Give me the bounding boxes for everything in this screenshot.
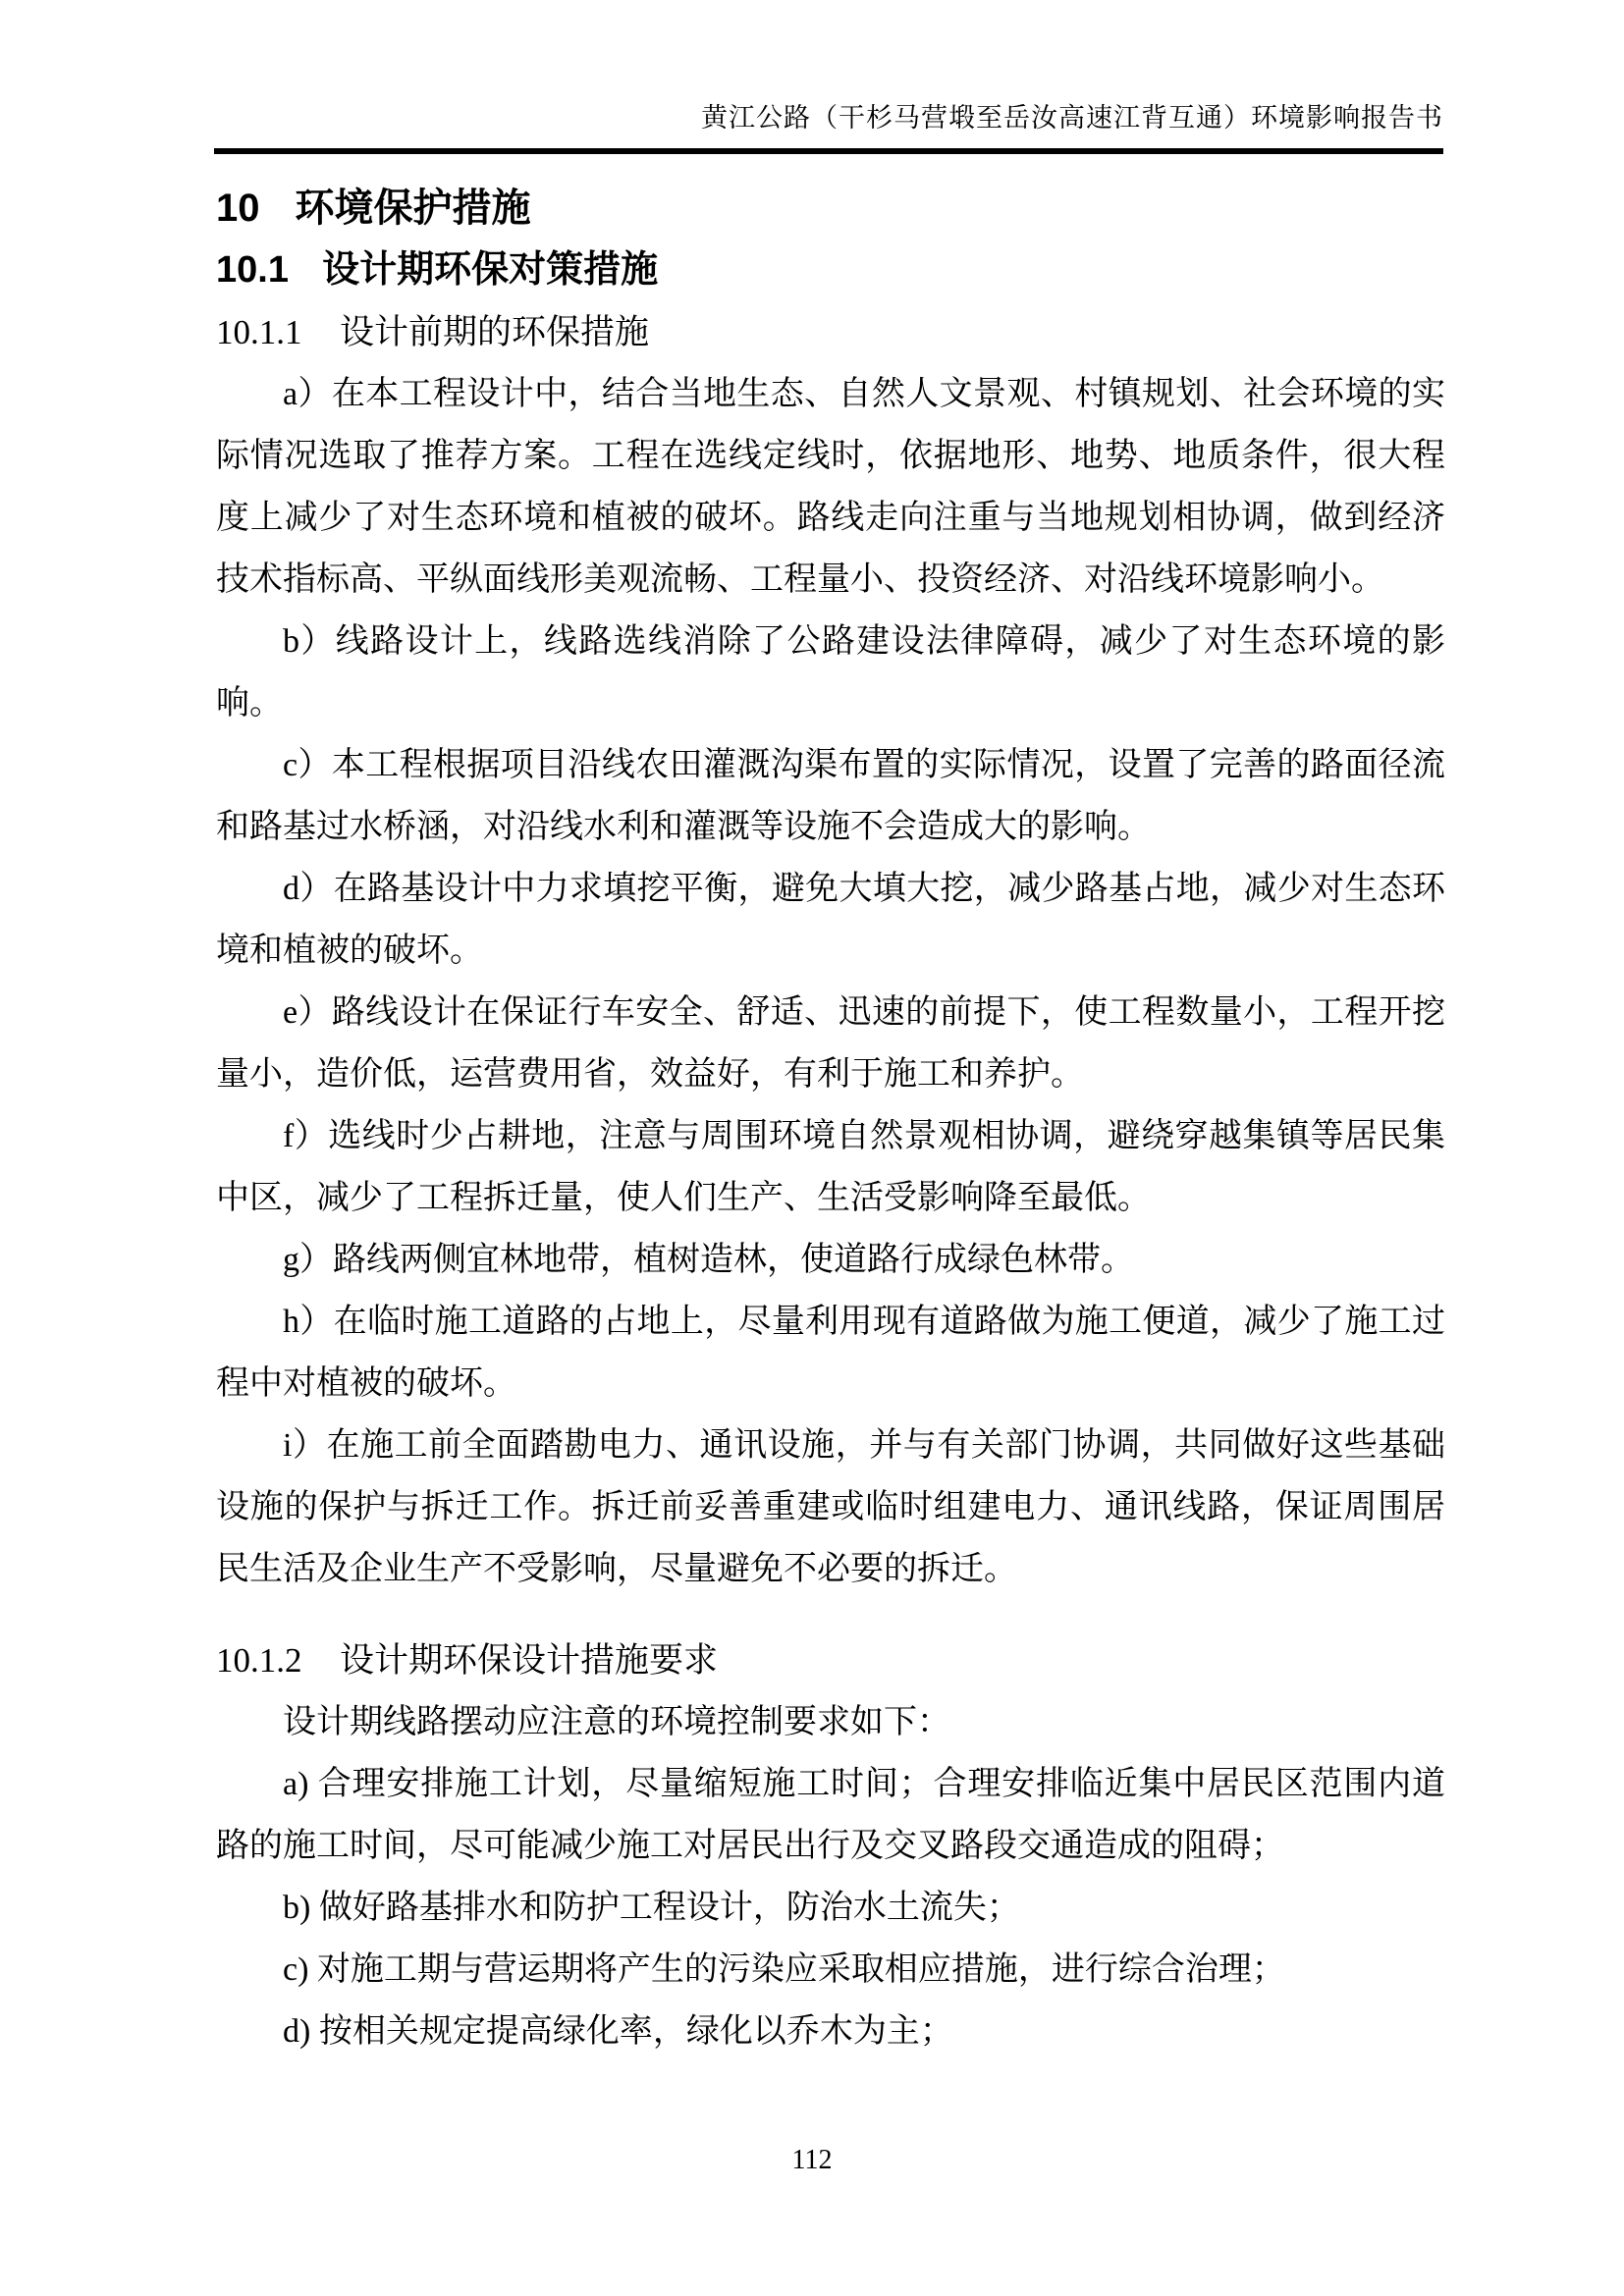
page-header-title: 黄江公路（干杉马营塅至岳汝高速江背互通）环境影响报告书 xyxy=(701,103,1443,133)
requirement-b: b) 做好路基排水和防护工程设计，防治水土流失； xyxy=(283,1890,1020,1926)
section-number: 10.1.1 xyxy=(216,313,302,351)
requirement-a: a) 合理安排施工计划，尽量缩短施工时间；合理安排临近集中居民区范围内道路的施工时间，尽可能减少施工对居民出行及交叉路段交通造成的阻碍； xyxy=(216,1766,1445,1864)
section-number: 10.1.2 xyxy=(216,1641,302,1680)
header-rule xyxy=(214,148,1443,154)
paragraph-h: h）在临时施工道路的占地上，尽量利用现有道路做为施工便道，减少了施工过程中对植被的破坏。 xyxy=(216,1304,1445,1402)
section-heading-10-1-1 xyxy=(216,301,1445,363)
section-title: 环境保护措施 xyxy=(295,187,531,230)
document-body xyxy=(216,177,1445,2062)
intro-paragraph: 设计期线路摆动应注意的环境控制要求如下： xyxy=(283,1704,950,1740)
section-heading-10-1-2 xyxy=(216,1629,1445,1691)
paragraph-b: b）线路设计上，线路选线消除了公路建设法律障碍，减少了对生态环境的影响。 xyxy=(216,623,1445,721)
section-title: 设计期环保对策措施 xyxy=(322,249,659,291)
paragraph-c: c）本工程根据项目沿线农田灌溉沟渠布置的实际情况，设置了完善的路面径流和路基过水桥涵，对沿线水利和灌溉等设施不会造成大的影响。 xyxy=(216,747,1445,845)
paragraph-a: a）在本工程设计中，结合当地生态、自然人文景观、村镇规划、社会环境的实际情况选取了推荐方案。工程在选线定线时，依据地形、地势、地质条件，很大程度上减少了对生态环境和植被的破坏。路线走向注重与当地规划相协调，做到经济技术指标高、平纵面线形美观流畅、工程量小、投资经济、对沿线环境影响小。 xyxy=(216,376,1445,598)
requirement-c: c) 对施工期与营运期将产生的污染应采取相应措施，进行综合治理； xyxy=(283,1951,1285,1988)
paragraph-i: i）在施工前全面踏勘电力、通讯设施，并与有关部门协调，共同做好这些基础设施的保护与拆迁工作。拆迁前妥善重建或临时组建电力、通讯线路，保证周围居民生活及企业生产不受影响，尽量避免不必要的拆迁。 xyxy=(216,1427,1445,1587)
section-title: 设计期环保设计措施要求 xyxy=(340,1641,719,1680)
page-number: 112 xyxy=(791,2145,833,2175)
section-heading-10 xyxy=(216,177,1445,240)
requirement-d: d) 按相关规定提高绿化率，绿化以乔木为主； xyxy=(283,2013,953,2050)
paragraph-e: e）路线设计在保证行车安全、舒适、迅速的前提下，使工程数量小，工程开挖量小，造价低，运营费用省，效益好，有利于施工和养护。 xyxy=(216,994,1445,1093)
paragraph-d: d）在路基设计中力求填挖平衡，避免大填大挖，减少路基占地，减少对生态环境和植被的破坏。 xyxy=(216,871,1445,969)
paragraph-g: g）路线两侧宜林地带，植树造林，使道路行成绿色林带。 xyxy=(283,1242,1134,1278)
section-number: 10 xyxy=(216,187,260,230)
section-heading-10-1 xyxy=(216,240,1445,301)
paragraph-f: f）选线时少占耕地，注意与周围环境自然景观相协调，避绕穿越集镇等居民集中区，减少了工程拆迁量，使人们生产、生活受影响降至最低。 xyxy=(216,1118,1445,1216)
section-title: 设计前期的环保措施 xyxy=(340,313,650,351)
section-number: 10.1 xyxy=(216,249,289,291)
